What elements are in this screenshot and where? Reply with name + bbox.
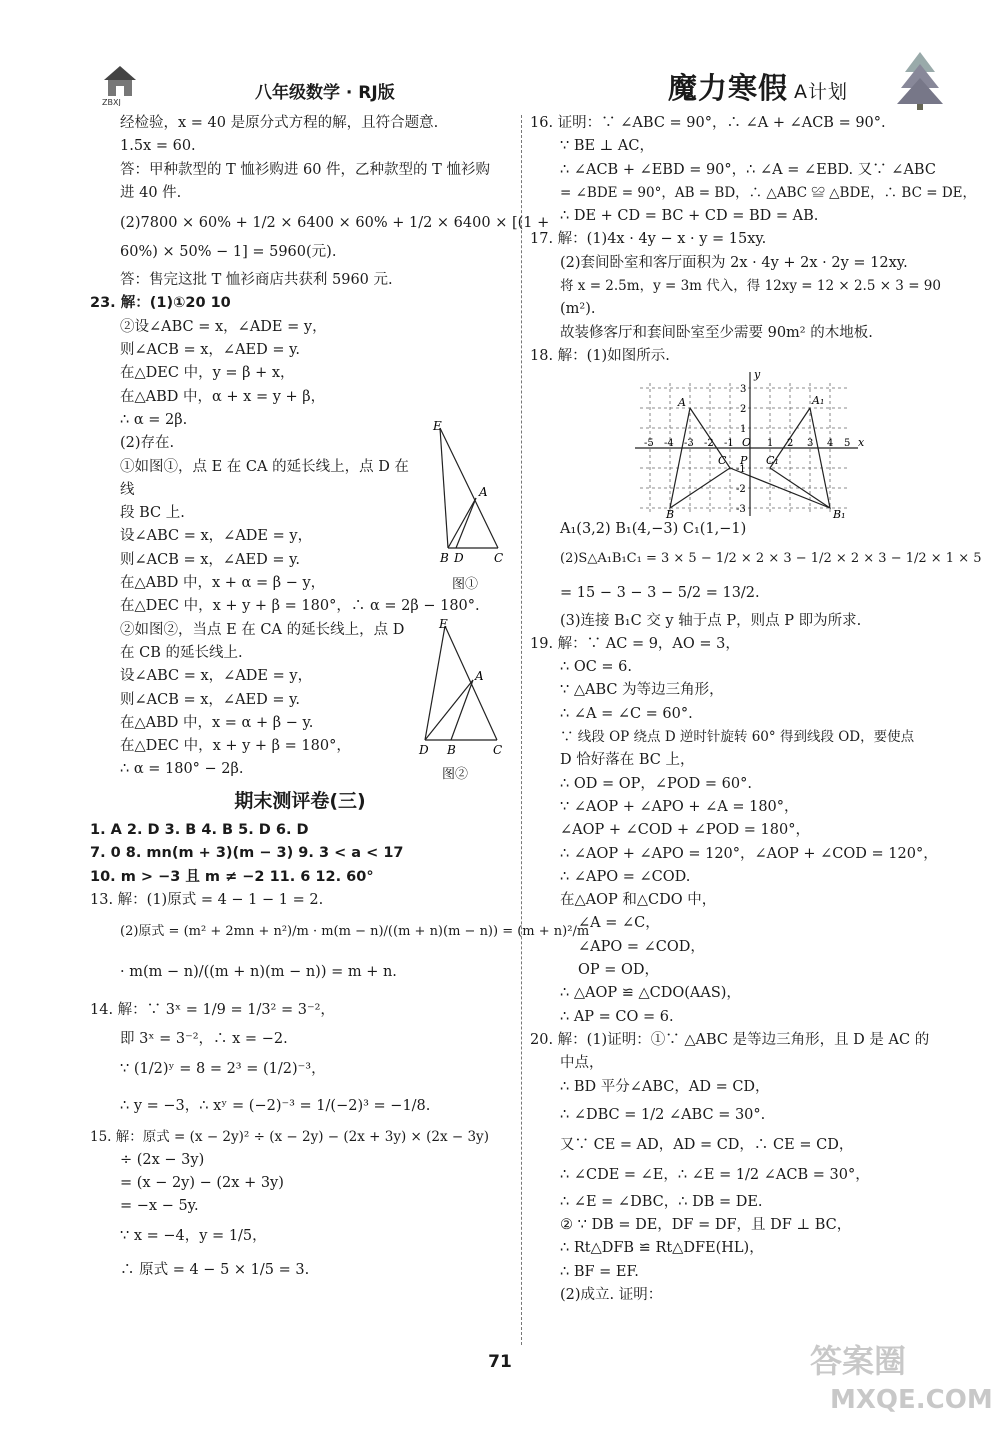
text-line: ∴ ∠AOP + ∠APO = 120°，∠AOP + ∠COD = 120°， [560,845,938,862]
answer-line: 13. 解：(1)原式 = 4 − 1 − 1 = 2. [90,891,324,908]
label-A: A [479,485,488,499]
answer-line: 15. 解：原式 = (x − 2y)² ÷ (x − 2y) − (2x + 3y) × (2x − 3y) [90,1128,489,1145]
house-badge-text: ZBXJ [102,98,121,106]
question-16: 16. 证明：∵ ∠ABC = 90°，∴ ∠A + ∠ACB = 90°. [530,115,886,131]
text-line: ∴ ∠CDE = ∠E，∴ ∠E = 1/2 ∠ACB = 30°， [560,1166,870,1183]
text-line: 1.5x = 60. [120,138,196,155]
text-line: ∴ ∠ACB + ∠EBD = 90°，∴ ∠A = ∠EBD. 又∵ ∠ABC [560,161,936,178]
watermark-url: MXQE.COM [830,1385,993,1415]
text-line: ∴ DE + CD = BC + CD = BD = AB. [560,208,819,225]
label-A: A [475,669,484,683]
text-line: (2)成立. 证明： [560,1286,663,1303]
text-line: 又∵ CE = AD，AD = CD，∴ CE = CD， [560,1136,854,1153]
x-tick: -2 [704,438,714,450]
text-line: 答：甲种款型的 T 恤衫购进 60 件，乙种款型的 T 恤衫购 [120,161,490,178]
text-line: ∴ ∠E = ∠DBC，∴ DB = DE. [560,1193,763,1210]
text-line: 经检验，x = 40 是原分式方程的解，且符合题意. [120,115,439,131]
answer-line: 14. 解：∵ 3ˣ = 1/9 = 1/3² = 3⁻²， [90,1002,335,1019]
text-line: ∵ ∠AOP + ∠APO + ∠A = 180°， [560,798,799,815]
text-line: (2)套间卧室和客厅面积为 2x · 4y + 2x · 2y = 12xy. [560,254,908,271]
text-line: ∠AOP + ∠COD + ∠POD = 180°， [560,822,810,839]
text-line: 则∠ACB = x，∠AED = y. [120,342,300,359]
text-line: ∵ 线段 OP 绕点 D 逆时针旋转 60° 得到线段 OD，要使点 [560,729,915,746]
text-line: = 15 − 3 − 3 − 5/2 = 13/2. [560,584,760,601]
text-line: ∴ BD 平分∠ABC，AD = CD， [560,1078,770,1095]
answer-line: = −x − 5y. [120,1198,199,1215]
x-axis-label: x [858,436,865,450]
text-line: A₁(3,2) B₁(4,−3) C₁(1,−1) [560,521,747,538]
figure-1 [430,420,515,570]
text-line: 将 x = 2.5m，y = 3m 代入，得 12xy = 12 × 2.5 × 3 = 90 [560,278,941,295]
text-line: (2)存在. [120,435,175,452]
text-line: 在△DEC 中，x + y + β = 180°， [120,738,351,755]
text-line: 60%) × 50% − 1] = 5960(元). [120,244,337,261]
question-17: 17. 解：(1)4x · 4y − x · y = 15xy. [530,231,767,248]
text-line: ∵ △ABC 为等边三角形， [560,682,724,699]
x-tick: 1 [767,438,774,450]
y-tick: 2 [740,404,747,416]
figure-1-caption: 图① [452,577,479,592]
coordinate-grid-figure [630,368,865,518]
answer-line: 7. 0 8. mn(m + 3)(m − 3) 9. 3 < a < 17 [90,845,404,862]
series-title-sub: A计划 [794,81,849,103]
text-line: ∴ ∠A = ∠C = 60°. [560,705,693,722]
x-tick: 2 [787,438,794,450]
answer-line: = (x − 2y) − (2x + 3y) [120,1175,284,1192]
answer-line: ∴ y = −3，∴ xʸ = (−2)⁻³ = 1/(−2)³ = −1/8. [120,1097,431,1114]
answer-line: 1. A 2. D 3. B 4. B 5. D 6. D [90,822,309,839]
label-E: E [439,618,448,631]
figure-2 [415,618,510,758]
answer-line: 10. m > −3 且 m ≠ −2 11. 6 12. 60° [90,868,374,885]
label-C: C [494,551,504,565]
text-line: 在△ABD 中，x + α = β − y， [120,575,326,592]
text-line: ∴ BF = EF. [560,1263,639,1280]
text-line: ∴ α = 180° − 2β. [120,761,244,778]
origin-label: O [742,436,752,450]
answer-line: ∴ 原式 = 4 − 5 × 1/5 = 3. [120,1261,310,1278]
text-line: ∴ ∠DBC = 1/2 ∠ABC = 30°. [560,1106,766,1123]
text-line: 故装修客厅和套间卧室至少需要 90m² 的木地板. [560,324,873,341]
answer-line: (2)原式 = (m² + 2mn + n²)/m · m(m − n)/((m + n)(m − n)) = (m + n)²/m [120,924,590,940]
page-header [0,0,1000,112]
point-B: B [666,508,675,519]
text-line: 答：售完这批 T 恤衫商店共获利 5960 元. [120,272,393,289]
text-line: = ∠BDE = 90°，AB = BD，∴ △ABC ≌ △BDE，∴ BC = DE， [560,184,976,201]
question-23: 23. 解：(1)①20 10 [90,295,231,312]
point-B1: B₁ [833,508,846,519]
point-A1: A₁ [812,394,825,408]
label-B: B [440,551,449,565]
house-logo-icon [100,62,140,106]
text-line: ∴ ∠APO = ∠COD. [560,868,691,885]
x-tick: 4 [827,438,834,450]
label-D: D [454,551,464,565]
point-A: A [678,396,686,410]
question-19: 19. 解：∵ AC = 9，AO = 3， [530,635,740,652]
column-divider [521,115,522,1345]
x-tick: -3 [684,438,694,450]
text-line: 在△ABD 中，α + x = y + β， [120,388,326,405]
point-C1: C₁ [766,454,779,468]
text-line: ∵ BE ⊥ AC， [560,138,654,155]
text-line: 在 CB 的延长线上. [120,644,243,661]
point-P: P [740,454,748,468]
text-line: 中点， [560,1055,604,1072]
label-C: C [493,743,503,757]
text-line: 设∠ABC = x，∠ADE = y， [120,668,313,685]
text-line: 则∠ACB = x，∠AED = y. [120,551,300,568]
answer-line: · m(m − n)/((m + n)(m − n)) = m + n. [120,964,397,981]
text-line: ∠A = ∠C， [578,915,660,932]
x-tick: 3 [807,438,814,450]
text-line: 在△ABD 中，x = α + β − y. [120,714,314,731]
question-18: 18. 解：(1)如图所示. [530,347,670,364]
text-line: ∴ Rt△DFB ≌ Rt△DFE(HL)， [560,1240,764,1257]
y-tick: -1 [736,464,746,476]
answer-line: 即 3ˣ = 3⁻²，∴ x = −2. [120,1031,288,1048]
text-line: ∴ AP = CO = 6. [560,1008,674,1025]
label-B: B [447,743,456,757]
text-line: ② ∵ DB = DE，DF = DF，且 DF ⊥ BC， [560,1217,852,1234]
series-title-main: 魔力寒假 [668,71,789,105]
text-line: (2)S△A₁B₁C₁ = 3 × 5 − 1/2 × 2 × 3 − 1/2 × 2 × 3 − 1/2 × 1 × 5 [560,550,982,566]
label-E: E [433,420,442,433]
figure-2-caption: 图② [442,767,469,782]
text-line: ①如图①，点 E 在 CA 的延长线上，点 D 在线 [120,458,409,498]
point-C: C [718,454,727,468]
x-tick: 5 [844,438,851,450]
text-line: 进 40 件. [120,184,182,201]
label-D: D [419,743,429,757]
x-tick: -1 [724,438,734,450]
y-axis-label: y [754,368,761,382]
text-line: ∴ △AOP ≌ △CDO(AAS)， [560,985,741,1002]
text-line: (2)7800 × 60% + 1/2 × 6400 × 60% + 1/2 × 6400 × [(1 + [120,215,550,232]
text-line: 则∠ACB = x，∠AED = y. [120,691,300,708]
book-title: 八年级数学 · RJ版 [255,83,395,103]
y-tick: 3 [740,384,747,396]
y-tick: -3 [736,504,746,516]
answer-line: ÷ (2x − 3y) [120,1151,205,1168]
text-line: ②如图②，当点 E 在 CA 的延长线上，点 D [120,621,405,638]
text-line: (3)连接 B₁C 交 y 轴于点 P，则点 P 即为所求. [560,612,862,629]
text-line: OP = OD， [578,962,660,979]
text-line: 在△DEC 中，x + y + β = 180°，∴ α = 2β − 180°. [120,598,480,615]
right-column [530,112,982,1307]
text-line: D 恰好落在 BC 上， [560,752,695,769]
page-number: 71 [488,1352,512,1372]
text-line: ∴ OC = 6. [560,659,633,676]
question-20: 20. 解：(1)证明：①∵ △ABC 是等边三角形，且 D 是 AC 的 [530,1031,930,1048]
x-tick: -5 [644,438,654,450]
christmas-tree-icon [895,50,945,110]
x-tick: -4 [664,438,674,450]
text-line: 在△AOP 和△CDO 中， [560,892,717,909]
text-line: 在△DEC 中，y = β + x， [120,365,295,382]
watermark-logo: 答案圈 [810,1342,907,1380]
answer-line: ∵ (1/2)ʸ = 8 = 2³ = (1/2)⁻³， [120,1060,326,1077]
text-line: ∴ OD = OP，∠POD = 60°. [560,775,752,792]
text-line: ②设∠ABC = x，∠ADE = y， [120,318,327,335]
y-tick: -2 [736,484,746,496]
text-line: ∠APO = ∠COD， [578,938,705,955]
text-line: (m²). [560,301,596,318]
text-line: ∴ α = 2β. [120,411,188,428]
answer-line: ∵ x = −4，y = 1/5， [120,1227,267,1244]
series-title [668,66,848,107]
section-title: 期末测评卷(三) [234,789,366,812]
text-line: 段 BC 上. [120,505,185,522]
y-tick: 1 [740,424,747,436]
text-line: 设∠ABC = x，∠ADE = y， [120,528,313,545]
